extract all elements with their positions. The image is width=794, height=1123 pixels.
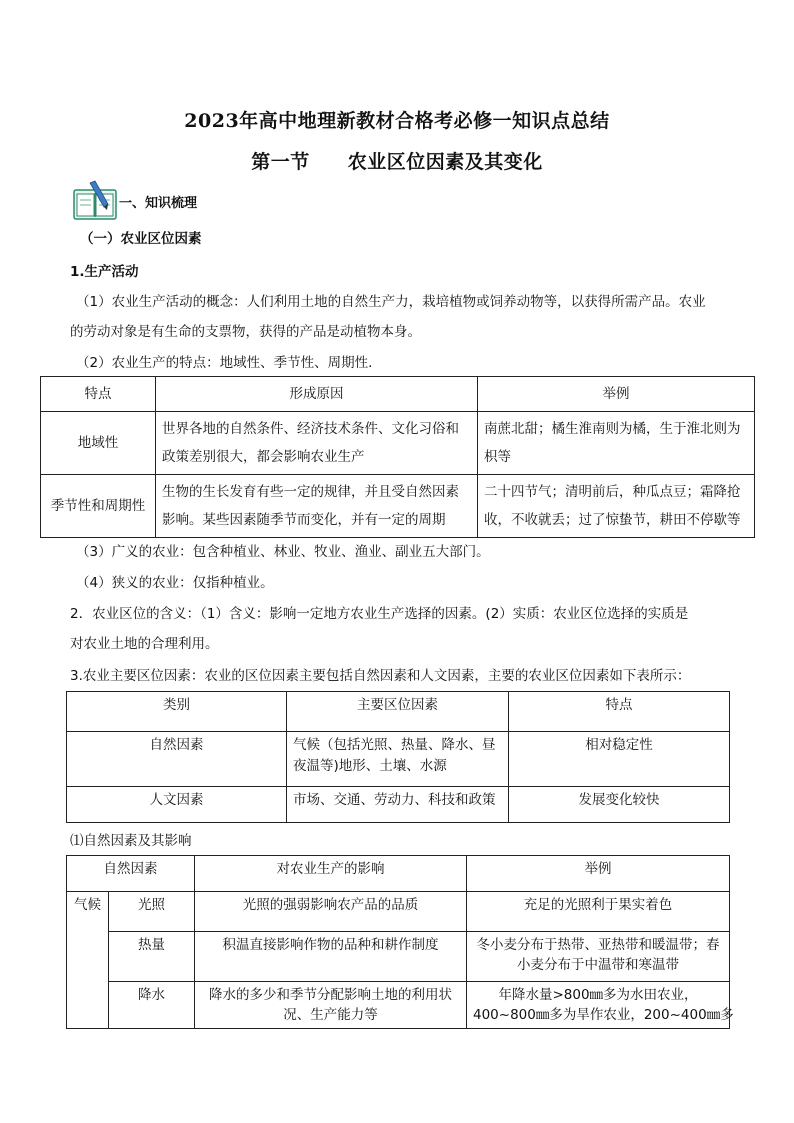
climate-group-cell: 气候	[67, 892, 109, 1029]
trait-cell: 相对稳定性	[509, 732, 730, 787]
header-cell: 特点	[509, 692, 730, 732]
header-cell: 特点	[41, 377, 156, 412]
factor-cell: 市场、交通、劳动力、科技和政策	[287, 787, 509, 823]
para-narrow-agriculture: （4）狭义的农业：仅指种植业。	[76, 575, 274, 591]
heading-production: 1.生产活动	[70, 264, 139, 280]
table-header-row	[67, 856, 730, 892]
table-row	[67, 932, 730, 982]
knowledge-section-label: 一、知识梳理	[119, 196, 198, 211]
reason-cell: 生物的生长发育有些一定的规律，并且受自然因素 影响。某些因素随季节而变化，并有一定的周期	[156, 475, 478, 538]
section-number: 第一节	[251, 151, 310, 173]
para-location-meaning-1: 2．农业区位的含义：（1）含义：影响一定地方农业生产选择的因素。(2）实质：农业区位选择的实质是	[70, 606, 689, 622]
features-table	[40, 376, 755, 538]
factor-cell: 光照	[109, 892, 195, 932]
impact-cell: 光照的强弱影响农产品的品质	[195, 892, 467, 932]
example-cell: 充足的光照利于果实着色	[467, 892, 730, 932]
para-natural-factors: ⑴自然因素及其影响	[70, 833, 192, 849]
header-cell: 举例	[467, 856, 730, 892]
header-cell: 举例	[478, 377, 755, 412]
factors-table	[66, 691, 730, 823]
section-title: 农业区位因素及其变化	[347, 151, 543, 173]
para-main-factors: 3.农业主要区位因素：农业的区位因素主要包括自然因素和人文因素，主要的农业区位因素如下表所示：	[70, 668, 691, 684]
subheading-factors: （一）农业区位因素	[80, 231, 202, 247]
table-row	[67, 787, 730, 823]
para-broad-agriculture: （3）广义的农业：包含种植业、林业、牧业、渔业、副业五大部门。	[76, 544, 490, 560]
impact-cell: 积温直接影响作物的品种和耕作制度	[195, 932, 467, 982]
para-location-meaning-2: 对农业土地的合理利用。	[70, 636, 219, 652]
table-header-row	[41, 377, 755, 412]
feature-cell: 季节性和周期性	[41, 475, 156, 538]
table-row	[67, 982, 730, 1029]
factor-cell: 降水	[109, 982, 195, 1029]
table-row	[41, 412, 755, 475]
header-cell: 类别	[67, 692, 287, 732]
example-cell: 二十四节气；清明前后，种瓜点豆；霜降抢 收，不收就丢；过了惊蛰节，耕田不停歇等	[478, 475, 755, 538]
header-cell: 自然因素	[67, 856, 195, 892]
impact-cell: 降水的多少和季节分配影响土地的利用状 况、生产能力等	[195, 982, 467, 1029]
category-cell: 自然因素	[67, 732, 287, 787]
header-cell: 形成原因	[156, 377, 478, 412]
natural-factors-table	[66, 855, 734, 1029]
para-concept-2: 的劳动对象是有生命的支票物，获得的产品是动植物本身。	[70, 324, 421, 340]
table-header-row	[67, 692, 730, 732]
category-cell: 人文因素	[67, 787, 287, 823]
section-heading	[0, 147, 794, 174]
factor-cell: 气候（包括光照、热量、降水、昼 夜温等)地形、土壤、水源	[287, 732, 509, 787]
para-concept-1: （1）农业生产活动的概念：人们利用土地的自然生产力，栽培植物或饲养动物等，以获得所需产品。农业	[76, 294, 706, 310]
table-row	[67, 892, 730, 932]
feature-cell: 地域性	[41, 412, 156, 475]
example-cell: 冬小麦分布于热带、亚热带和暖温带；春 小麦分布于中温带和寒温带	[467, 932, 730, 982]
example-cell: 年降水量>800㎜多为水田农业， 400~800㎜多为旱作农业，200~400㎜多	[467, 982, 730, 1029]
header-cell: 主要区位因素	[287, 692, 509, 732]
table-row	[41, 475, 755, 538]
example-cell: 南蔗北甜；橘生淮南则为橘，生于淮北则为 枳等	[478, 412, 755, 475]
table-row	[67, 732, 730, 787]
trait-cell: 发展变化较快	[509, 787, 730, 823]
document-title: 2023年高中地理新教材合格考必修一知识点总结	[184, 110, 610, 132]
header-cell: 对农业生产的影响	[195, 856, 467, 892]
reason-cell: 世界各地的自然条件、经济技术条件、文化习俗和 政策差别很大，都会影响农业生产	[156, 412, 478, 475]
book-pen-icon	[73, 180, 117, 220]
factor-cell: 热量	[109, 932, 195, 982]
para-features: （2）农业生产的特点：地域性、季节性、周期性.	[76, 355, 373, 371]
